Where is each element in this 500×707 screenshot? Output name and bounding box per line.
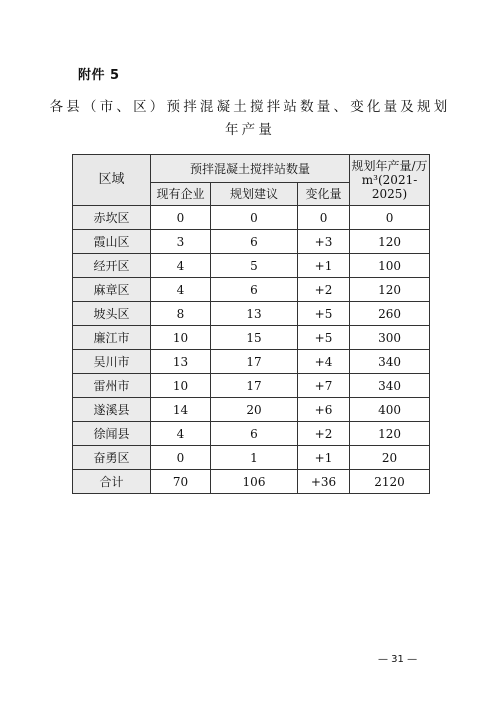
proposed-cell: 15 <box>211 326 298 350</box>
document-title-line-2: 年产量 <box>224 122 276 138</box>
change-cell: +2 <box>298 278 350 302</box>
existing-cell: 10 <box>151 326 211 350</box>
existing-cell: 0 <box>151 446 211 470</box>
change-cell: +1 <box>298 254 350 278</box>
proposed-cell: 5 <box>211 254 298 278</box>
region-cell: 徐闻县 <box>73 422 151 446</box>
table-header-row-1 <box>73 155 430 183</box>
existing-cell: 4 <box>151 254 211 278</box>
region-cell: 雷州市 <box>73 374 151 398</box>
table-row <box>73 230 430 254</box>
document-title-line-1: 各县（市、区）预拌混凝土搅拌站数量、变化量及规划 <box>49 99 451 115</box>
plan-cell: 120 <box>350 422 430 446</box>
proposed-cell: 17 <box>211 350 298 374</box>
existing-cell: 14 <box>151 398 211 422</box>
region-cell: 经开区 <box>73 254 151 278</box>
change-cell: +1 <box>298 446 350 470</box>
proposed-column-header: 规划建议 <box>211 183 298 206</box>
change-cell: +6 <box>298 398 350 422</box>
region-cell: 吴川市 <box>73 350 151 374</box>
plan-cell: 340 <box>350 374 430 398</box>
plan-cell: 300 <box>350 326 430 350</box>
attachment-label: 附件 5 <box>78 68 120 83</box>
region-cell: 坡头区 <box>73 302 151 326</box>
table-row <box>73 302 430 326</box>
total-row <box>73 470 430 494</box>
change-cell: +4 <box>298 350 350 374</box>
plan-cell: 2120 <box>350 470 430 494</box>
plan-cell: 0 <box>350 206 430 230</box>
proposed-cell: 20 <box>211 398 298 422</box>
table-row <box>73 350 430 374</box>
proposed-cell: 106 <box>211 470 298 494</box>
station-quantity-table <box>72 154 430 494</box>
existing-cell: 0 <box>151 206 211 230</box>
proposed-cell: 6 <box>211 278 298 302</box>
change-cell: +5 <box>298 302 350 326</box>
change-column-header: 变化量 <box>298 183 350 206</box>
proposed-cell: 0 <box>211 206 298 230</box>
plan-cell: 100 <box>350 254 430 278</box>
change-cell: +7 <box>298 374 350 398</box>
plan-cell: 340 <box>350 350 430 374</box>
existing-cell: 4 <box>151 278 211 302</box>
proposed-cell: 1 <box>211 446 298 470</box>
existing-cell: 4 <box>151 422 211 446</box>
change-cell: +3 <box>298 230 350 254</box>
table-row <box>73 398 430 422</box>
table-row <box>73 206 430 230</box>
table-row <box>73 278 430 302</box>
table-row <box>73 254 430 278</box>
region-cell: 合计 <box>73 470 151 494</box>
proposed-cell: 6 <box>211 230 298 254</box>
proposed-cell: 17 <box>211 374 298 398</box>
plan-cell: 120 <box>350 230 430 254</box>
existing-cell: 13 <box>151 350 211 374</box>
change-cell: +2 <box>298 422 350 446</box>
table-row <box>73 446 430 470</box>
region-cell: 廉江市 <box>73 326 151 350</box>
change-cell: 0 <box>298 206 350 230</box>
plan-cell: 120 <box>350 278 430 302</box>
existing-cell: 70 <box>151 470 211 494</box>
planned-output-header-line-1: 规划年产量/万 <box>351 159 428 173</box>
station-count-group-header: 预拌混凝土搅拌站数量 <box>151 155 350 183</box>
plan-cell: 20 <box>350 446 430 470</box>
region-cell: 霞山区 <box>73 230 151 254</box>
page-number: — 31 — <box>378 654 418 665</box>
region-cell: 奋勇区 <box>73 446 151 470</box>
existing-cell: 3 <box>151 230 211 254</box>
existing-cell: 10 <box>151 374 211 398</box>
change-cell: +36 <box>298 470 350 494</box>
change-cell: +5 <box>298 326 350 350</box>
planned-output-column-header <box>350 155 430 206</box>
region-column-header: 区域 <box>73 155 151 206</box>
region-cell: 遂溪县 <box>73 398 151 422</box>
plan-cell: 260 <box>350 302 430 326</box>
planned-output-header-line-2: m³(2021-2025) <box>361 173 418 201</box>
table-row <box>73 326 430 350</box>
table-row <box>73 422 430 446</box>
proposed-cell: 6 <box>211 422 298 446</box>
plan-cell: 400 <box>350 398 430 422</box>
existing-column-header: 现有企业 <box>151 183 211 206</box>
table-row <box>73 374 430 398</box>
region-cell: 赤坎区 <box>73 206 151 230</box>
existing-cell: 8 <box>151 302 211 326</box>
region-cell: 麻章区 <box>73 278 151 302</box>
proposed-cell: 13 <box>211 302 298 326</box>
